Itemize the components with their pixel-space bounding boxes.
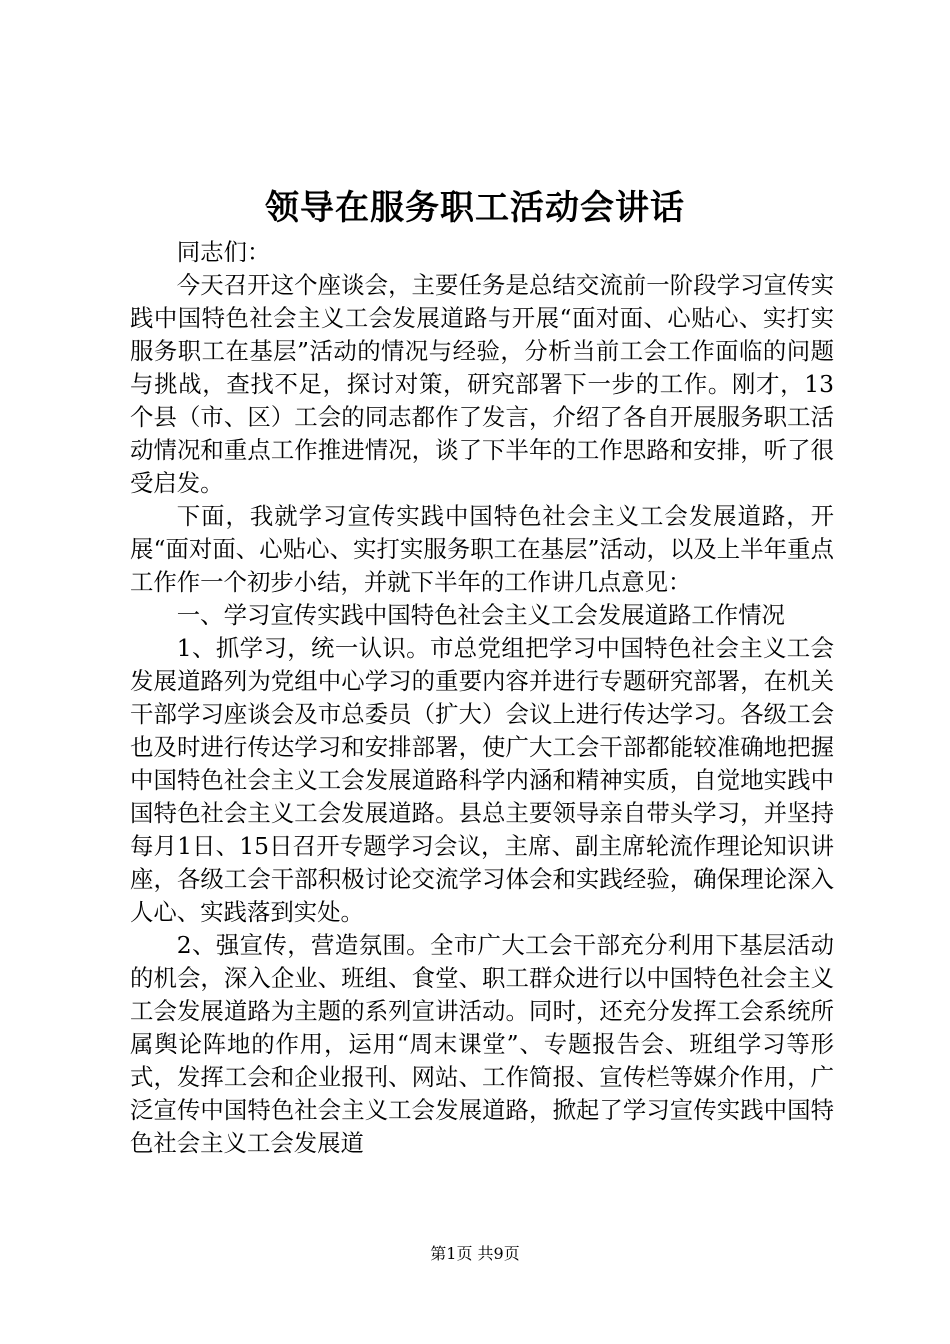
paragraph-item-1: 1、抓学习，统一认识。市总党组把学习中国特色社会主义工会发展道路列为党组中心学习的重要内容并进行专题研究部署，在机关干部学习座谈会及市总委员（扩大）会议上进行传达学习。各级工会也及时进行传达学习和安排部署，使广大工会干部都能较准确地把握中国特色社会主义工会发展道路科学内涵和精神实质，自觉地实践中国特色社会主义工会发展道路。县总主要领导亲自带头学习，并坚持每月1日、15日召开专题学习会议，主席、副主席轮流作理论知识讲座，各级工会干部积极讨论交流学习体会和实践经验，确保理论深入人心、实践落到实处。 <box>130 634 834 926</box>
document-title: 领导在服务职工活动会讲话 <box>265 188 685 228</box>
salutation: 同志们： <box>176 238 271 266</box>
page-number-footer: 第1页 共9页 <box>430 1244 520 1263</box>
section-heading-1: 一、学习宣传实践中国特色社会主义工会发展道路工作情况 <box>176 601 785 629</box>
paragraph-intro: 今天召开这个座谈会，主要任务是总结交流前一阶段学习宣传实践中国特色社会主义工会发展道路与开展“面对面、心贴心、实打实服务职工在基层”活动的情况与经验，分析当前工会工作面临的问题与挑战，查找不足，探讨对策，研究部署下一步的工作。刚才，13个县（市、区）工会的同志都作了发言，介绍了各自开展服务职工活动情况和重点工作推进情况，谈了下半年的工作思路和安排，听了很受启发。 <box>130 271 834 497</box>
paragraph-item-2: 2、强宣传，营造氛围。全市广大工会干部充分利用下基层活动的机会，深入企业、班组、食堂、职工群众进行以中国特色社会主义工会发展道路为主题的系列宣讲活动。同时，还充分发挥工会系统所属舆论阵地的作用，运用“周末课堂”、专题报告会、班组学习等形式，发挥工会和企业报刊、网站、工作简报、宣传栏等媒介作用，广泛宣传中国特色社会主义工会发展道路，掀起了学习宣传实践中国特色社会主义工会发展道 <box>130 931 834 1157</box>
paragraph-overview: 下面，我就学习宣传实践中国特色社会主义工会发展道路，开展“面对面、心贴心、实打实服务职工在基层”活动，以及上半年重点工作作一个初步小结，并就下半年的工作讲几点意见： <box>130 502 834 596</box>
document-body <box>130 236 834 1160</box>
